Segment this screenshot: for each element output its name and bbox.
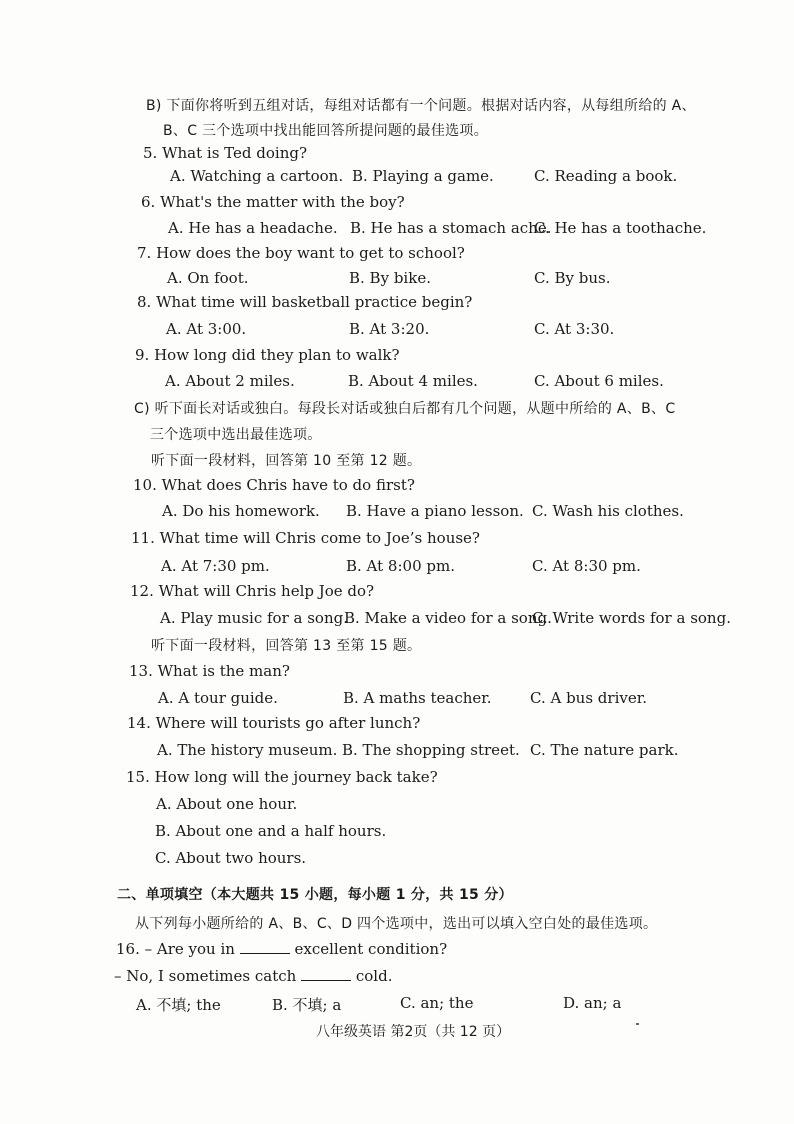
question-text: – Are you in [144, 940, 235, 958]
q10-option-b: B. Have a piano lesson. [346, 502, 524, 520]
material-note-2: 听下面一段材料，回答第 13 至第 15 题。 [151, 638, 422, 654]
question-number: 15. [126, 768, 150, 786]
q14-option-b: B. The shopping street. [342, 741, 520, 759]
question-number: 7. [137, 244, 152, 262]
q7-option-a: A. On foot. [167, 269, 249, 287]
scan-speck [636, 1023, 639, 1025]
section-c-intro-2: 三个选项中选出最佳选项。 [150, 427, 322, 443]
q11-option-b: B. At 8:00 pm. [346, 557, 455, 575]
question-text: What is Ted doing? [162, 144, 307, 162]
q10-option-a: A. Do his homework. [162, 502, 320, 520]
question-number: 8. [137, 293, 152, 311]
q16-option-b: B. 不填; a [272, 996, 342, 1014]
part2-instruction: 从下列每小题所给的 A、B、C、D 四个选项中，选出可以填入空白处的最佳选项。 [135, 916, 658, 932]
question-8 [137, 293, 472, 311]
question-12 [130, 582, 374, 600]
question-text: cold. [355, 967, 393, 985]
question-15 [126, 768, 438, 786]
question-text: What does Chris have to do first? [161, 476, 415, 494]
answer-blank [240, 952, 290, 954]
q6-option-c: C. He has a toothache. [534, 219, 707, 237]
q5-option-b: B. Playing a game. [352, 167, 494, 185]
question-text: How long did they plan to walk? [154, 346, 400, 364]
material-note-1: 听下面一段材料，回答第 10 至第 12 题。 [151, 453, 422, 469]
q9-option-a: A. About 2 miles. [165, 372, 295, 390]
question-6 [141, 193, 405, 211]
question-13 [129, 662, 290, 680]
q16-option-d: D. an; a [563, 994, 622, 1012]
question-text: – No, I sometimes catch [114, 967, 297, 985]
question-5 [143, 144, 307, 162]
question-text: What is the man? [157, 662, 290, 680]
question-number: 14. [127, 714, 151, 732]
q16-option-a: A. 不填; the [136, 996, 221, 1014]
q15-option-c: C. About two hours. [155, 849, 307, 867]
question-number: 5. [143, 144, 158, 162]
q11-option-c: C. At 8:30 pm. [532, 557, 641, 575]
q13-option-a: A. A tour guide. [158, 689, 278, 707]
q15-option-a: A. About one hour. [156, 795, 298, 813]
question-number: 11. [131, 529, 155, 547]
question-text: excellent condition? [294, 940, 448, 958]
q8-option-a: A. At 3:00. [166, 320, 247, 338]
section-c-intro-1: C) 听下面长对话或独白。每段长对话或独白后都有几个问题，从题中所给的 A、B、C [134, 401, 676, 417]
question-number: 12. [130, 582, 154, 600]
question-number: 13. [129, 662, 153, 680]
question-text: How does the boy want to get to school? [156, 244, 465, 262]
q7-option-b: B. By bike. [349, 269, 431, 287]
q11-option-a: A. At 7:30 pm. [161, 557, 270, 575]
question-9 [135, 346, 400, 364]
section-b-intro-2: B、C 三个选项中找出能回答所提问题的最佳选项。 [163, 123, 489, 139]
q12-option-c: C. Write words for a song. [532, 609, 731, 627]
q9-option-b: B. About 4 miles. [348, 372, 478, 390]
q8-option-b: B. At 3:20. [349, 320, 430, 338]
q9-option-c: C. About 6 miles. [534, 372, 664, 390]
question-text: Where will tourists go after lunch? [155, 714, 421, 732]
q12-option-b: B. Make a video for a song. [344, 609, 552, 627]
q8-option-c: C. At 3:30. [534, 320, 615, 338]
q13-option-b: B. A maths teacher. [343, 689, 492, 707]
question-text: What will Chris help Joe do? [158, 582, 375, 600]
question-number: 6. [141, 193, 156, 211]
part2-title: 二、单项填空（本大题共 15 小题，每小题 1 分，共 15 分） [117, 887, 513, 903]
question-7 [137, 244, 465, 262]
q7-option-c: C. By bus. [534, 269, 611, 287]
question-text: What time will basketball practice begin? [156, 293, 473, 311]
q5-option-a: A. Watching a cartoon. [170, 167, 344, 185]
question-16-line-1 [116, 940, 447, 958]
q12-option-a: A. Play music for a song. [160, 609, 348, 627]
question-14 [127, 714, 420, 732]
q15-option-b: B. About one and a half hours. [155, 822, 387, 840]
question-number: 16. [116, 940, 140, 958]
question-number: 9. [135, 346, 150, 364]
q14-option-a: A. The history museum. [157, 741, 338, 759]
question-text: How long will the journey back take? [154, 768, 438, 786]
question-10 [133, 476, 415, 494]
question-number: 10. [133, 476, 157, 494]
q13-option-c: C. A bus driver. [530, 689, 648, 707]
question-text: What's the matter with the boy? [160, 193, 405, 211]
q14-option-c: C. The nature park. [530, 741, 679, 759]
page-footer: 八年级英语 第2页（共 12 页） [316, 1024, 511, 1040]
question-16-line-2 [114, 967, 392, 985]
answer-blank [301, 979, 351, 981]
q16-option-c: C. an; the [400, 994, 474, 1012]
question-11 [131, 529, 480, 547]
q10-option-c: C. Wash his clothes. [532, 502, 684, 520]
q5-option-c: C. Reading a book. [534, 167, 678, 185]
q6-option-a: A. He has a headache. [168, 219, 338, 237]
section-b-intro-1: B) 下面你将听到五组对话，每组对话都有一个问题。根据对话内容，从每组所给的 A、 [146, 98, 696, 114]
question-text: What time will Chris come to Joe’s house? [159, 529, 480, 547]
q6-option-b: B. He has a stomach ache. [350, 219, 552, 237]
